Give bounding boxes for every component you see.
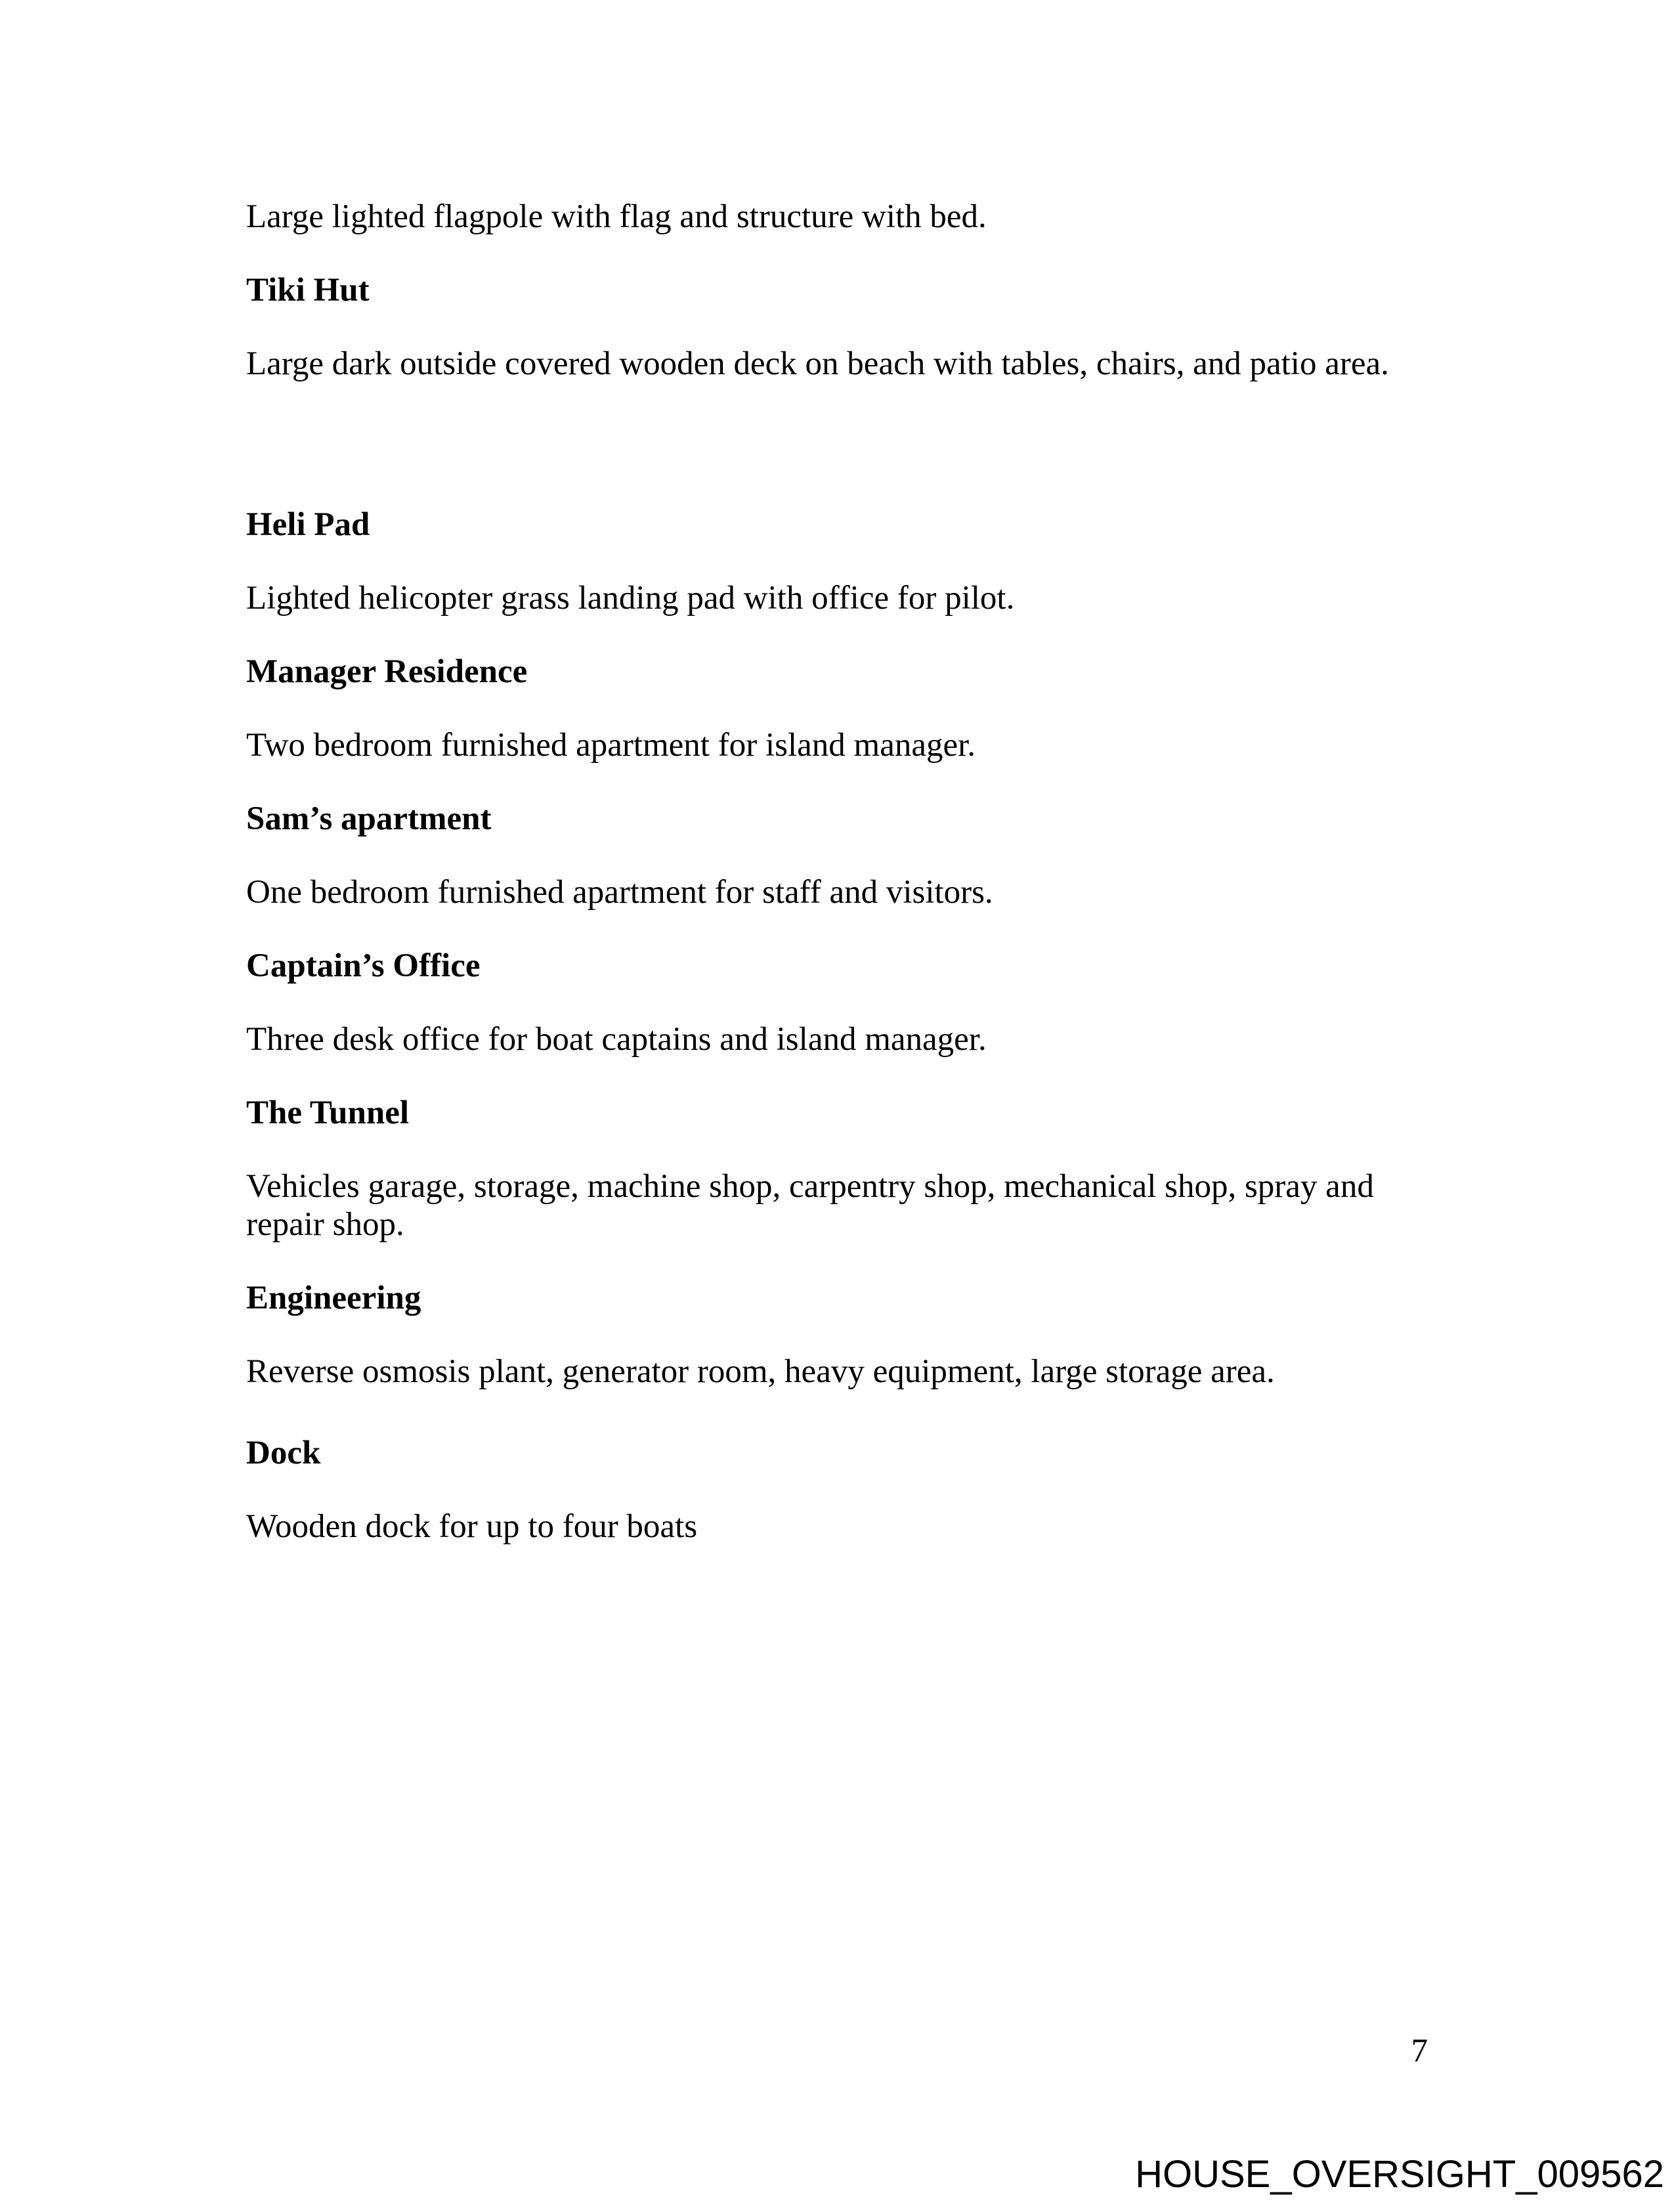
section-body-tiki-hut: Large dark outside covered wooden deck on beach with tables, chairs, and patio area. (246, 345, 1389, 382)
section-body-sams-apartment: One bedroom furnished apartment for staff and visitors. (246, 874, 993, 911)
bates-stamp: HOUSE_OVERSIGHT_009562 (1135, 2153, 1664, 2196)
section-body-manager-residence: Two bedroom furnished apartment for island manager. (246, 727, 976, 764)
intro-paragraph: Large lighted flagpole with flag and structure with bed. (246, 198, 987, 235)
section-heading-manager-residence: Manager Residence (246, 653, 528, 690)
section-heading-sams-apartment: Sam’s apartment (246, 800, 492, 837)
section-heading-the-tunnel: The Tunnel (246, 1095, 410, 1131)
section-heading-dock: Dock (246, 1435, 321, 1471)
page-number: 7 (1411, 2033, 1428, 2070)
section-heading-engineering: Engineering (246, 1280, 421, 1316)
document-body (246, 198, 1448, 1581)
section-body-the-tunnel: Vehicles garage, storage, machine shop, carpentry shop, mechanical shop, spray and repair shop. (246, 1168, 1374, 1243)
section-heading-captains-office: Captain’s Office (246, 947, 481, 984)
section-body-engineering: Reverse osmosis plant, generator room, heavy equipment, large storage area. (246, 1353, 1275, 1390)
section-heading-tiki-hut: Tiki Hut (246, 272, 370, 309)
section-body-heli-pad: Lighted helicopter grass landing pad with office for pilot. (246, 580, 1015, 617)
section-body-captains-office: Three desk office for boat captains and island manager. (246, 1021, 987, 1058)
section-body-dock: Wooden dock for up to four boats (246, 1508, 698, 1545)
section-heading-heli-pad: Heli Pad (246, 506, 370, 543)
